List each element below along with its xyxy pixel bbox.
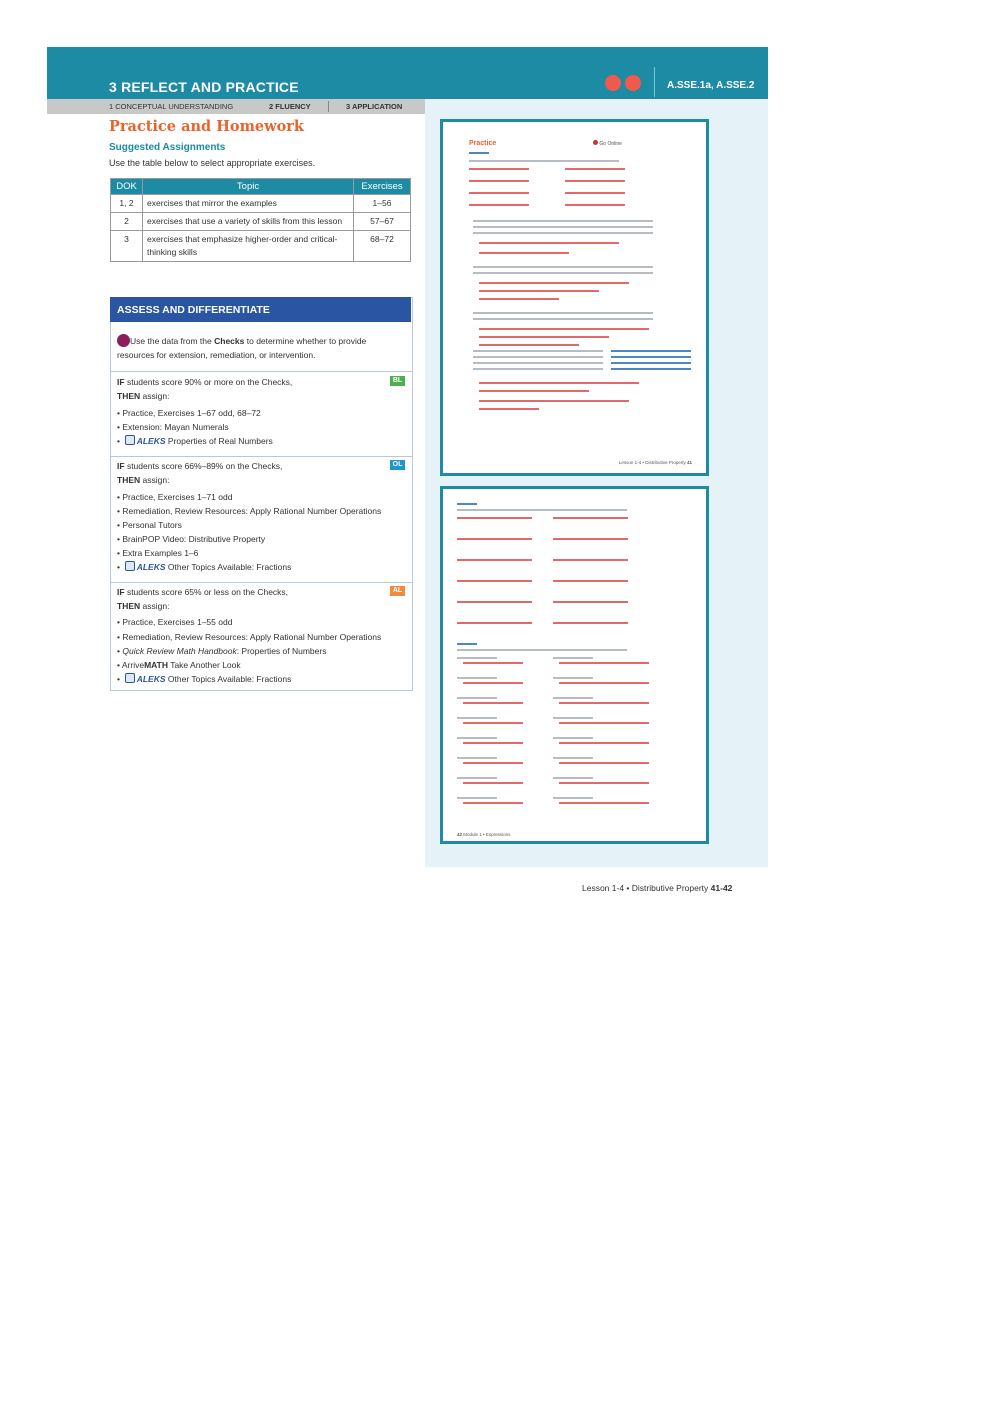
aleks-icon — [125, 561, 135, 571]
list-item: • Extra Examples 1–6 — [117, 548, 199, 558]
list-item: • Personal Tutors — [117, 520, 182, 530]
dok-cell: 2 — [111, 213, 143, 231]
page-footer: Lesson 1-4 • Distributive Property 41-42 — [582, 883, 733, 893]
thumb-text-line — [479, 400, 629, 402]
thumb-text-line — [469, 152, 489, 154]
thumb-text-line — [463, 802, 523, 804]
list-item: • Remediation, Review Resources: Apply Rational Number Operations — [117, 632, 382, 642]
thumb-text-line — [457, 649, 627, 651]
thumb-text-line — [479, 344, 579, 346]
aleks-item: • ALEKS Other Topics Available: Fractions — [117, 674, 292, 684]
thumb-text-line — [479, 336, 609, 338]
thumb-text-line — [479, 390, 589, 392]
exercises-header: Exercises — [354, 179, 411, 195]
thumb-text-line — [457, 757, 497, 759]
thumb-text-line — [469, 168, 529, 170]
list-item: • Practice, Exercises 1–55 odd — [117, 617, 233, 627]
thumb-text-line — [473, 226, 653, 228]
thumb-text-line — [553, 757, 593, 759]
thumb-text-line — [479, 282, 629, 284]
thumb-text-line — [469, 180, 529, 182]
dok-table — [110, 178, 411, 262]
thumb-text-line — [553, 559, 628, 561]
thumb-text-line — [553, 697, 593, 699]
thumb-text-line — [457, 643, 477, 645]
thumb-text-line — [479, 408, 539, 410]
aleks-icon — [125, 673, 135, 683]
thumb-text-line — [457, 622, 532, 624]
thumb-text-line — [553, 580, 628, 582]
exercises-cell: 68–72 — [354, 231, 411, 262]
thumb-text-line — [553, 717, 593, 719]
al-badge: AL — [390, 586, 405, 596]
thumb-text-line — [473, 350, 603, 352]
thumb-text-line — [457, 697, 497, 699]
thumb-text-line — [559, 722, 649, 724]
divider — [110, 582, 413, 583]
thumb-text-line — [457, 717, 497, 719]
list-item: • Extension: Mayan Numerals — [117, 422, 229, 432]
thumb-text-line — [565, 204, 625, 206]
thumb-text-line — [553, 777, 593, 779]
thumb-go-online: Go Online — [593, 140, 622, 147]
list-item: • Practice, Exercises 1–67 odd, 68–72 — [117, 408, 261, 418]
thumb-text-line — [457, 601, 532, 603]
thumb-text-line — [479, 252, 569, 254]
go-online-icon — [593, 140, 598, 145]
tab-application: 3 APPLICATION — [346, 102, 403, 111]
thumb-text-line — [457, 503, 477, 505]
dok-cell: 3 — [111, 231, 143, 262]
individual-icon — [605, 75, 621, 91]
thumb-text-line — [611, 362, 691, 364]
thumb-text-line — [559, 662, 649, 664]
topic-cell: exercises that mirror the examples — [143, 195, 354, 213]
thumb-text-line — [469, 204, 529, 206]
thumb-text-line — [479, 290, 599, 292]
aleks-logo: ALEKS — [136, 674, 166, 684]
thumb-text-line — [457, 677, 497, 679]
thumb-text-line — [463, 742, 523, 744]
thumb-text-line — [553, 657, 593, 659]
thumb-text-line — [457, 538, 532, 540]
aleks-item: • ALEKS Properties of Real Numbers — [117, 436, 273, 446]
thumb-text-line — [553, 737, 593, 739]
thumb-text-line — [473, 220, 653, 222]
suggested-heading: Suggested Assignments — [109, 142, 226, 153]
thumb-text-line — [553, 538, 628, 540]
thumb-text-line — [463, 762, 523, 764]
al-if-line: IF students score 65% or less on the Checks, — [117, 587, 289, 597]
thumb-text-line — [611, 368, 691, 370]
group-icon — [625, 75, 641, 91]
thumb-text-line — [473, 232, 653, 234]
bl-if-line: IF students score 90% or more on the Checks, — [117, 377, 293, 387]
table-row — [111, 195, 411, 213]
dok-header: DOK — [111, 179, 143, 195]
thumb-text-line — [457, 559, 532, 561]
ol-badge: OL — [390, 460, 405, 470]
table-row — [111, 213, 411, 231]
student-page-thumbnail-41 — [440, 119, 709, 476]
list-item: • Practice, Exercises 1–71 odd — [117, 492, 233, 502]
suggested-intro: Use the table below to select appropriate exercises. — [109, 158, 316, 168]
thumb-text-line — [479, 298, 559, 300]
thumb-text-line — [473, 368, 603, 370]
aleks-logo: ALEKS — [136, 562, 166, 572]
thumb-text-line — [565, 180, 625, 182]
thumb-text-line — [553, 517, 628, 519]
header-band — [47, 47, 768, 99]
thumb-text-line — [553, 622, 628, 624]
dok-table-header — [111, 179, 411, 195]
tabs-bar — [47, 99, 425, 114]
thumb-footer: 42 Module 1 • Expressions — [457, 832, 511, 837]
aleks-logo: ALEKS — [136, 436, 166, 446]
ol-if-line: IF students score 66%–89% on the Checks, — [117, 461, 283, 471]
thumb-text-line — [559, 782, 649, 784]
student-page-thumbnail-42 — [440, 486, 709, 844]
tab-conceptual: 1 CONCEPTUAL UNDERSTANDING — [109, 102, 234, 111]
thumb-text-line — [463, 722, 523, 724]
thumb-text-line — [611, 356, 691, 358]
practice-heading: Practice and Homework — [109, 118, 304, 135]
thumb-text-line — [479, 242, 619, 244]
divider — [110, 456, 413, 457]
al-then-line: THEN assign: — [117, 601, 170, 611]
topic-cell: exercises that use a variety of skills from this lesson — [143, 213, 354, 231]
thumb-text-line — [553, 797, 593, 799]
thumb-text-line — [559, 682, 649, 684]
thumb-text-line — [463, 662, 523, 664]
thumb-text-line — [565, 192, 625, 194]
dok-cell: 1, 2 — [111, 195, 143, 213]
thumb-text-line — [463, 702, 523, 704]
thumb-text-line — [559, 802, 649, 804]
thumb-text-line — [479, 382, 639, 384]
bl-then-line: THEN assign: — [117, 391, 170, 401]
thumb-text-line — [469, 160, 619, 162]
chart-icon — [117, 334, 130, 347]
tab-fluency: 2 FLUENCY — [269, 102, 311, 111]
tab-divider — [328, 101, 329, 112]
header-divider — [654, 67, 655, 97]
thumb-text-line — [565, 168, 625, 170]
thumb-text-line — [553, 677, 593, 679]
topic-cell: exercises that emphasize higher-order and critical-thinking skills — [143, 231, 354, 262]
assess-intro-line2: resources for extension, remediation, or intervention. — [117, 350, 316, 360]
list-item: • ArriveMATH Take Another Look — [117, 660, 241, 670]
thumb-text-line — [473, 356, 603, 358]
thumb-text-line — [473, 318, 653, 320]
aleks-icon — [125, 435, 135, 445]
thumb-text-line — [559, 742, 649, 744]
thumb-title: Practice — [469, 140, 497, 147]
list-item: • Remediation, Review Resources: Apply Rational Number Operations — [117, 506, 382, 516]
thumb-text-line — [473, 272, 653, 274]
thumb-text-line — [559, 762, 649, 764]
header-icons — [605, 75, 641, 93]
thumb-text-line — [457, 777, 497, 779]
thumb-footer: Lesson 1-4 • Distributive Property 41 — [618, 460, 692, 465]
thumb-text-line — [611, 350, 691, 352]
thumb-text-line — [553, 601, 628, 603]
thumb-text-line — [457, 797, 497, 799]
thumb-text-line — [457, 517, 532, 519]
section-title: 3 REFLECT AND PRACTICE — [109, 79, 299, 95]
thumb-text-line — [479, 328, 649, 330]
thumb-text-line — [463, 782, 523, 784]
thumb-text-line — [457, 509, 627, 511]
thumb-text-line — [457, 580, 532, 582]
assess-intro: Use the data from the Checks to determine whether to provide — [117, 334, 366, 348]
thumb-text-line — [473, 312, 653, 314]
table-row — [111, 231, 411, 262]
thumb-text-line — [473, 362, 603, 364]
assess-heading-bar — [110, 297, 411, 322]
list-item: • Quick Review Math Handbook: Properties of Numbers — [117, 646, 327, 656]
divider — [110, 371, 413, 372]
thumb-text-line — [469, 192, 529, 194]
thumb-text-line — [473, 266, 653, 268]
ol-then-line: THEN assign: — [117, 475, 170, 485]
bl-badge: BL — [390, 376, 405, 386]
aleks-item: • ALEKS Other Topics Available: Fractions — [117, 562, 292, 572]
standards-label: A.SSE.1a, A.SSE.2 — [667, 80, 755, 91]
topic-header: Topic — [143, 179, 354, 195]
thumb-text-line — [559, 702, 649, 704]
thumb-text-line — [463, 682, 523, 684]
exercises-cell: 57–67 — [354, 213, 411, 231]
list-item: • BrainPOP Video: Distributive Property — [117, 534, 266, 544]
assess-heading: ASSESS AND DIFFERENTIATE — [117, 304, 270, 316]
thumb-text-line — [457, 737, 497, 739]
exercises-cell: 1–56 — [354, 195, 411, 213]
thumb-text-line — [457, 657, 497, 659]
